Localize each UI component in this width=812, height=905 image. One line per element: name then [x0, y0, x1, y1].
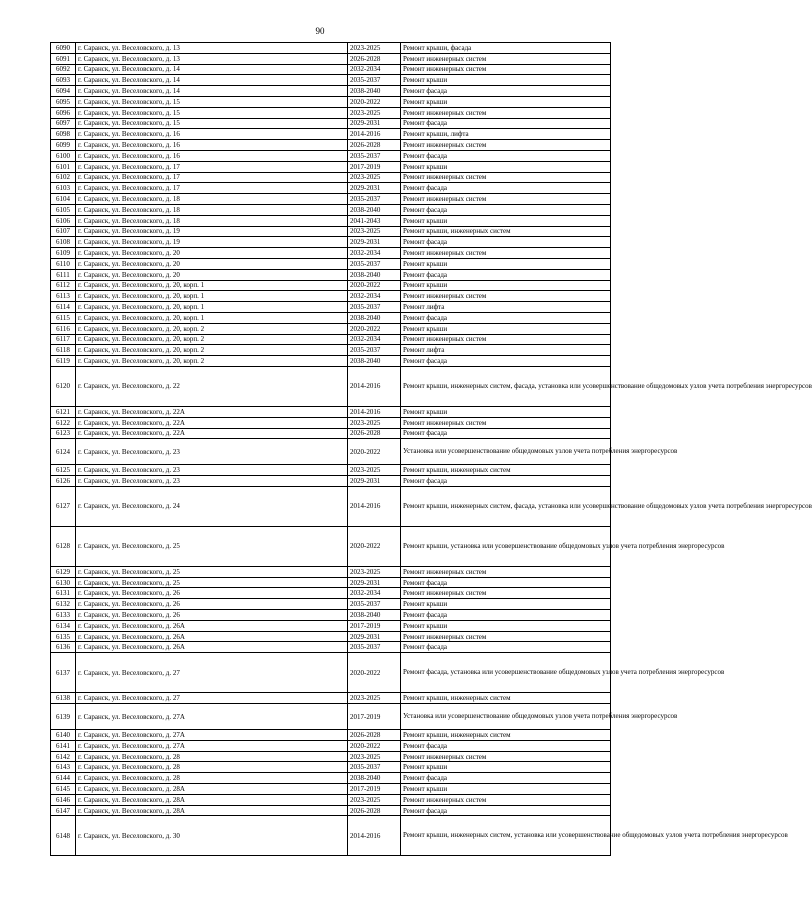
period-cell: 2035-2037 [348, 258, 401, 269]
work-type-cell: Ремонт фасада, установка или усовершенствование общедомовых узлов учета потребления энергоресурсов [401, 653, 611, 693]
period-cell: 2038-2040 [348, 312, 401, 323]
row-number-cell: 6095 [51, 96, 76, 107]
row-number-cell: 6104 [51, 194, 76, 205]
work-type-cell: Ремонт фасада [401, 204, 611, 215]
table-row [51, 577, 611, 588]
address-cell: г. Саранск, ул. Веселовского, д. 20 [76, 248, 348, 259]
row-number-cell: 6143 [51, 762, 76, 773]
table-row [51, 150, 611, 161]
table-row [51, 118, 611, 129]
address-cell: г. Саранск, ул. Веселовского, д. 26 [76, 599, 348, 610]
period-cell: 2029-2031 [348, 118, 401, 129]
table-row [51, 291, 611, 302]
work-type-cell: Установка или усовершенствование общедомовых узлов учета потребления энергоресурсов [401, 704, 611, 730]
row-number-cell: 6138 [51, 693, 76, 704]
address-cell: г. Саранск, ул. Веселовского, д. 18 [76, 215, 348, 226]
row-number-cell: 6110 [51, 258, 76, 269]
address-cell: г. Саранск, ул. Веселовского, д. 23 [76, 465, 348, 476]
table-row [51, 194, 611, 205]
table-row [51, 631, 611, 642]
address-cell: г. Саранск, ул. Веселовского, д. 20, корп. 1 [76, 312, 348, 323]
table-row [51, 140, 611, 151]
row-number-cell: 6100 [51, 150, 76, 161]
address-cell: г. Саранск, ул. Веселовского, д. 14 [76, 75, 348, 86]
period-cell: 2023-2025 [348, 751, 401, 762]
table-row [51, 280, 611, 291]
period-cell: 2020-2022 [348, 740, 401, 751]
row-number-cell: 6115 [51, 312, 76, 323]
row-number-cell: 6147 [51, 805, 76, 816]
period-cell: 2041-2043 [348, 215, 401, 226]
table-row [51, 64, 611, 75]
work-type-cell: Ремонт инженерных систем [401, 588, 611, 599]
work-type-cell: Ремонт крыши [401, 215, 611, 226]
period-cell: 2014-2016 [348, 406, 401, 417]
row-number-cell: 6128 [51, 526, 76, 566]
period-cell: 2032-2034 [348, 248, 401, 259]
period-cell: 2032-2034 [348, 334, 401, 345]
address-cell: г. Саранск, ул. Веселовского, д. 17 [76, 161, 348, 172]
period-cell: 2038-2040 [348, 86, 401, 97]
work-type-cell: Ремонт крыши, инженерных систем, фасада, установка или усовершенствование общедомовых узлов учета потребления энергоресурсов [401, 366, 611, 406]
row-number-cell: 6091 [51, 53, 76, 64]
row-number-cell: 6133 [51, 610, 76, 621]
address-cell: г. Саранск, ул. Веселовского, д. 13 [76, 53, 348, 64]
table-row [51, 762, 611, 773]
address-cell: г. Саранск, ул. Веселовского, д. 27 [76, 653, 348, 693]
address-cell: г. Саранск, ул. Веселовского, д. 30 [76, 816, 348, 856]
address-cell: г. Саранск, ул. Веселовского, д. 20, корп. 2 [76, 334, 348, 345]
period-cell: 2023-2025 [348, 794, 401, 805]
row-number-cell: 6127 [51, 486, 76, 526]
table-row [51, 86, 611, 97]
page-number: 90 [315, 26, 325, 36]
period-cell: 2038-2040 [348, 610, 401, 621]
address-cell: г. Саранск, ул. Веселовского, д. 27А [76, 704, 348, 730]
address-cell: г. Саранск, ул. Веселовского, д. 23 [76, 476, 348, 487]
row-number-cell: 6090 [51, 43, 76, 54]
work-type-cell: Ремонт инженерных систем [401, 751, 611, 762]
row-number-cell: 6113 [51, 291, 76, 302]
period-cell: 2035-2037 [348, 642, 401, 653]
work-type-cell: Ремонт фасада [401, 356, 611, 367]
table-row [51, 816, 611, 856]
period-cell: 2026-2028 [348, 805, 401, 816]
row-number-cell: 6101 [51, 161, 76, 172]
work-type-cell: Ремонт лифта [401, 345, 611, 356]
period-cell: 2026-2028 [348, 140, 401, 151]
table-body [51, 43, 812, 856]
table-row [51, 53, 611, 64]
row-number-cell: 6094 [51, 86, 76, 97]
work-type-cell: Ремонт фасада [401, 118, 611, 129]
address-cell: г. Саранск, ул. Веселовского, д. 25 [76, 577, 348, 588]
period-cell: 2017-2019 [348, 704, 401, 730]
work-type-cell: Ремонт фасада [401, 150, 611, 161]
work-type-cell: Ремонт фасада [401, 740, 611, 751]
work-type-cell: Ремонт инженерных систем [401, 64, 611, 75]
address-cell: г. Саранск, ул. Веселовского, д. 26 [76, 588, 348, 599]
period-cell: 2035-2037 [348, 194, 401, 205]
work-type-cell: Ремонт крыши, инженерных систем [401, 730, 611, 741]
work-type-cell: Ремонт инженерных систем [401, 140, 611, 151]
work-type-cell: Ремонт инженерных систем [401, 417, 611, 428]
work-type-cell: Ремонт инженерных систем [401, 631, 611, 642]
row-number-cell: 6105 [51, 204, 76, 215]
address-cell: г. Саранск, ул. Веселовского, д. 15 [76, 118, 348, 129]
period-cell: 2014-2016 [348, 816, 401, 856]
row-number-cell: 6114 [51, 302, 76, 313]
period-cell: 2032-2034 [348, 291, 401, 302]
table-row [51, 476, 611, 487]
work-type-cell: Ремонт фасада [401, 183, 611, 194]
address-cell: г. Саранск, ул. Веселовского, д. 20, корп. 2 [76, 356, 348, 367]
row-number-cell: 6124 [51, 439, 76, 465]
row-number-cell: 6145 [51, 784, 76, 795]
row-number-cell: 6118 [51, 345, 76, 356]
period-cell: 2032-2034 [348, 588, 401, 599]
table-row [51, 751, 611, 762]
work-type-cell: Ремонт крыши [401, 599, 611, 610]
address-cell: г. Саранск, ул. Веселовского, д. 20, корп. 2 [76, 323, 348, 334]
address-cell: г. Саранск, ул. Веселовского, д. 27 [76, 693, 348, 704]
period-cell: 2023-2025 [348, 43, 401, 54]
row-number-cell: 6131 [51, 588, 76, 599]
table-row [51, 439, 611, 465]
period-cell: 2020-2022 [348, 280, 401, 291]
period-cell: 2026-2028 [348, 428, 401, 439]
row-number-cell: 6136 [51, 642, 76, 653]
row-number-cell: 6099 [51, 140, 76, 151]
work-type-cell: Ремонт фасада [401, 476, 611, 487]
period-cell: 2023-2025 [348, 226, 401, 237]
table-row [51, 805, 611, 816]
address-cell: г. Саранск, ул. Веселовского, д. 24 [76, 486, 348, 526]
work-type-cell: Ремонт фасада [401, 237, 611, 248]
work-type-cell: Ремонт крыши [401, 96, 611, 107]
period-cell: 2026-2028 [348, 730, 401, 741]
work-type-cell: Ремонт крыши [401, 161, 611, 172]
row-number-cell: 6092 [51, 64, 76, 75]
row-number-cell: 6120 [51, 366, 76, 406]
row-number-cell: 6142 [51, 751, 76, 762]
address-cell: г. Саранск, ул. Веселовского, д. 27А [76, 740, 348, 751]
address-cell: г. Саранск, ул. Веселовского, д. 28А [76, 784, 348, 795]
row-number-cell: 6137 [51, 653, 76, 693]
table-row [51, 237, 611, 248]
address-cell: г. Саранск, ул. Веселовского, д. 15 [76, 107, 348, 118]
period-cell: 2029-2031 [348, 476, 401, 487]
work-type-cell: Ремонт крыши, установка или усовершенствование общедомовых узлов учета потребления энергоресурсов [401, 526, 611, 566]
period-cell: 2035-2037 [348, 302, 401, 313]
period-cell: 2023-2025 [348, 107, 401, 118]
work-type-cell: Установка или усовершенствование общедомовых узлов учета потребления энергоресурсов [401, 439, 611, 465]
work-type-cell: Ремонт фасада [401, 269, 611, 280]
period-cell: 2035-2037 [348, 345, 401, 356]
row-number-cell: 6139 [51, 704, 76, 730]
work-type-cell: Ремонт инженерных систем [401, 566, 611, 577]
address-cell: г. Саранск, ул. Веселовского, д. 15 [76, 96, 348, 107]
work-type-cell: Ремонт инженерных систем [401, 107, 611, 118]
work-type-cell: Ремонт крыши [401, 762, 611, 773]
address-cell: г. Саранск, ул. Веселовского, д. 23 [76, 439, 348, 465]
work-type-cell: Ремонт инженерных систем [401, 194, 611, 205]
table-row [51, 334, 611, 345]
table-row [51, 566, 611, 577]
work-type-cell: Ремонт инженерных систем [401, 334, 611, 345]
address-cell: г. Саранск, ул. Веселовского, д. 20 [76, 269, 348, 280]
period-cell: 2038-2040 [348, 773, 401, 784]
work-type-cell: Ремонт фасада [401, 577, 611, 588]
address-cell: г. Саранск, ул. Веселовского, д. 20, корп. 2 [76, 345, 348, 356]
work-type-cell: Ремонт фасада [401, 86, 611, 97]
table-row [51, 161, 611, 172]
work-type-cell: Ремонт фасада [401, 642, 611, 653]
row-number-cell: 6144 [51, 773, 76, 784]
row-number-cell: 6111 [51, 269, 76, 280]
row-number-cell: 6125 [51, 465, 76, 476]
table-row [51, 642, 611, 653]
table-row [51, 43, 611, 54]
row-number-cell: 6146 [51, 794, 76, 805]
address-cell: г. Саранск, ул. Веселовского, д. 20, корп. 1 [76, 302, 348, 313]
table-row [51, 258, 611, 269]
address-cell: г. Саранск, ул. Веселовского, д. 27А [76, 730, 348, 741]
table-row [51, 526, 611, 566]
address-cell: г. Саранск, ул. Веселовского, д. 18 [76, 204, 348, 215]
row-number-cell: 6107 [51, 226, 76, 237]
period-cell: 2029-2031 [348, 577, 401, 588]
period-cell: 2026-2028 [348, 53, 401, 64]
work-type-cell: Ремонт инженерных систем [401, 172, 611, 183]
address-cell: г. Саранск, ул. Веселовского, д. 16 [76, 140, 348, 151]
address-cell: г. Саранск, ул. Веселовского, д. 26А [76, 642, 348, 653]
address-cell: г. Саранск, ул. Веселовского, д. 16 [76, 129, 348, 140]
table-row [51, 588, 611, 599]
period-cell: 2014-2016 [348, 486, 401, 526]
address-cell: г. Саранск, ул. Веселовского, д. 28 [76, 762, 348, 773]
table-row [51, 129, 611, 140]
address-cell: г. Саранск, ул. Веселовского, д. 28 [76, 751, 348, 762]
period-cell: 2038-2040 [348, 356, 401, 367]
address-cell: г. Саранск, ул. Веселовского, д. 28А [76, 794, 348, 805]
period-cell: 2020-2022 [348, 653, 401, 693]
row-number-cell: 6112 [51, 280, 76, 291]
row-number-cell: 6096 [51, 107, 76, 118]
table-row [51, 486, 611, 526]
address-cell: г. Саранск, ул. Веселовского, д. 26 [76, 610, 348, 621]
work-type-cell: Ремонт фасада [401, 312, 611, 323]
table-row [51, 269, 611, 280]
table-row [51, 620, 611, 631]
work-type-cell: Ремонт инженерных систем [401, 53, 611, 64]
period-cell: 2023-2025 [348, 172, 401, 183]
work-type-cell: Ремонт крыши, инженерных систем, фасада, установка или усовершенствование общедомовых узлов учета потребления энергоресурсов [401, 486, 611, 526]
table-row [51, 730, 611, 741]
period-cell: 2020-2022 [348, 96, 401, 107]
table-row [51, 96, 611, 107]
work-type-cell: Ремонт крыши [401, 258, 611, 269]
row-number-cell: 6103 [51, 183, 76, 194]
row-number-cell: 6135 [51, 631, 76, 642]
table-row [51, 653, 611, 693]
address-cell: г. Саранск, ул. Веселовского, д. 22А [76, 417, 348, 428]
period-cell: 2029-2031 [348, 237, 401, 248]
table-row [51, 75, 611, 86]
work-type-cell: Ремонт крыши, фасада [401, 43, 611, 54]
table-row [51, 356, 611, 367]
address-cell: г. Саранск, ул. Веселовского, д. 25 [76, 526, 348, 566]
row-number-cell: 6109 [51, 248, 76, 259]
address-cell: г. Саранск, ул. Веселовского, д. 14 [76, 64, 348, 75]
work-type-cell: Ремонт лифта [401, 302, 611, 313]
period-cell: 2014-2016 [348, 366, 401, 406]
period-cell: 2023-2025 [348, 417, 401, 428]
row-number-cell: 6121 [51, 406, 76, 417]
work-type-cell: Ремонт фасада [401, 610, 611, 621]
address-cell: г. Саранск, ул. Веселовского, д. 19 [76, 237, 348, 248]
work-type-cell: Ремонт инженерных систем [401, 248, 611, 259]
address-cell: г. Саранск, ул. Веселовского, д. 16 [76, 150, 348, 161]
row-number-cell: 6116 [51, 323, 76, 334]
row-number-cell: 6093 [51, 75, 76, 86]
address-cell: г. Саранск, ул. Веселовского, д. 26А [76, 620, 348, 631]
address-cell: г. Саранск, ул. Веселовского, д. 19 [76, 226, 348, 237]
row-number-cell: 6097 [51, 118, 76, 129]
row-number-cell: 6119 [51, 356, 76, 367]
work-type-cell: Ремонт фасада [401, 428, 611, 439]
period-cell: 2038-2040 [348, 269, 401, 280]
period-cell: 2020-2022 [348, 323, 401, 334]
table-row [51, 183, 611, 194]
address-cell: г. Саранск, ул. Веселовского, д. 22А [76, 428, 348, 439]
work-type-cell: Ремонт крыши, лифта [401, 129, 611, 140]
work-type-cell: Ремонт крыши, инженерных систем [401, 465, 611, 476]
period-cell: 2035-2037 [348, 762, 401, 773]
table-row [51, 599, 611, 610]
row-number-cell: 6134 [51, 620, 76, 631]
work-type-cell: Ремонт крыши [401, 323, 611, 334]
row-number-cell: 6106 [51, 215, 76, 226]
table-row [51, 172, 611, 183]
table-row [51, 610, 611, 621]
address-cell: г. Саранск, ул. Веселовского, д. 14 [76, 86, 348, 97]
table-row [51, 204, 611, 215]
row-number-cell: 6130 [51, 577, 76, 588]
address-cell: г. Саранск, ул. Веселовского, д. 28А [76, 805, 348, 816]
period-cell: 2032-2034 [348, 64, 401, 75]
work-type-cell: Ремонт крыши [401, 784, 611, 795]
period-cell: 2017-2019 [348, 161, 401, 172]
table-row [51, 428, 611, 439]
period-cell: 2029-2031 [348, 631, 401, 642]
period-cell: 2023-2025 [348, 693, 401, 704]
period-cell: 2014-2016 [348, 129, 401, 140]
work-type-cell: Ремонт фасада [401, 805, 611, 816]
work-type-cell: Ремонт крыши [401, 75, 611, 86]
row-number-cell: 6132 [51, 599, 76, 610]
table-row [51, 740, 611, 751]
work-type-cell: Ремонт крыши, инженерных систем, установка или усовершенствование общедомовых узлов учета потребления энергоресурсов [401, 816, 611, 856]
table-row [51, 312, 611, 323]
period-cell: 2023-2025 [348, 465, 401, 476]
address-cell: г. Саранск, ул. Веселовского, д. 20 [76, 258, 348, 269]
address-cell: г. Саранск, ул. Веселовского, д. 17 [76, 183, 348, 194]
table-row [51, 406, 611, 417]
address-cell: г. Саранск, ул. Веселовского, д. 18 [76, 194, 348, 205]
address-cell: г. Саранск, ул. Веселовского, д. 20, корп. 1 [76, 280, 348, 291]
row-number-cell: 6102 [51, 172, 76, 183]
table-row [51, 226, 611, 237]
period-cell: 2017-2019 [348, 620, 401, 631]
address-cell: г. Саранск, ул. Веселовского, д. 26А [76, 631, 348, 642]
table-row [51, 302, 611, 313]
row-number-cell: 6098 [51, 129, 76, 140]
work-type-cell: Ремонт инженерных систем [401, 794, 611, 805]
address-cell: г. Саранск, ул. Веселовского, д. 17 [76, 172, 348, 183]
repair-schedule-table [50, 42, 812, 856]
row-number-cell: 6117 [51, 334, 76, 345]
table-row [51, 366, 611, 406]
work-type-cell: Ремонт крыши, инженерных систем [401, 226, 611, 237]
table-row [51, 345, 611, 356]
table-row [51, 704, 611, 730]
row-number-cell: 6141 [51, 740, 76, 751]
address-cell: г. Саранск, ул. Веселовского, д. 25 [76, 566, 348, 577]
work-type-cell: Ремонт крыши [401, 620, 611, 631]
work-type-cell: Ремонт крыши [401, 280, 611, 291]
table-row [51, 323, 611, 334]
table-row [51, 773, 611, 784]
address-cell: г. Саранск, ул. Веселовского, д. 28 [76, 773, 348, 784]
row-number-cell: 6108 [51, 237, 76, 248]
period-cell: 2038-2040 [348, 204, 401, 215]
period-cell: 2035-2037 [348, 75, 401, 86]
work-type-cell: Ремонт фасада [401, 773, 611, 784]
period-cell: 2023-2025 [348, 566, 401, 577]
row-number-cell: 6148 [51, 816, 76, 856]
table-row [51, 215, 611, 226]
work-type-cell: Ремонт инженерных систем [401, 291, 611, 302]
period-cell: 2020-2022 [348, 439, 401, 465]
row-number-cell: 6122 [51, 417, 76, 428]
table-row [51, 417, 611, 428]
work-type-cell: Ремонт крыши, инженерных систем [401, 693, 611, 704]
table-row [51, 248, 611, 259]
period-cell: 2035-2037 [348, 599, 401, 610]
address-cell: г. Саранск, ул. Веселовского, д. 22 [76, 366, 348, 406]
period-cell: 2029-2031 [348, 183, 401, 194]
work-type-cell: Ремонт крыши [401, 406, 611, 417]
table-row [51, 693, 611, 704]
table-row [51, 465, 611, 476]
address-cell: г. Саранск, ул. Веселовского, д. 22А [76, 406, 348, 417]
table-row [51, 794, 611, 805]
table-row [51, 107, 611, 118]
period-cell: 2020-2022 [348, 526, 401, 566]
table-row [51, 784, 611, 795]
row-number-cell: 6140 [51, 730, 76, 741]
row-number-cell: 6126 [51, 476, 76, 487]
period-cell: 2035-2037 [348, 150, 401, 161]
address-cell: г. Саранск, ул. Веселовского, д. 20, корп. 1 [76, 291, 348, 302]
address-cell: г. Саранск, ул. Веселовского, д. 13 [76, 43, 348, 54]
row-number-cell: 6129 [51, 566, 76, 577]
period-cell: 2017-2019 [348, 784, 401, 795]
row-number-cell: 6123 [51, 428, 76, 439]
